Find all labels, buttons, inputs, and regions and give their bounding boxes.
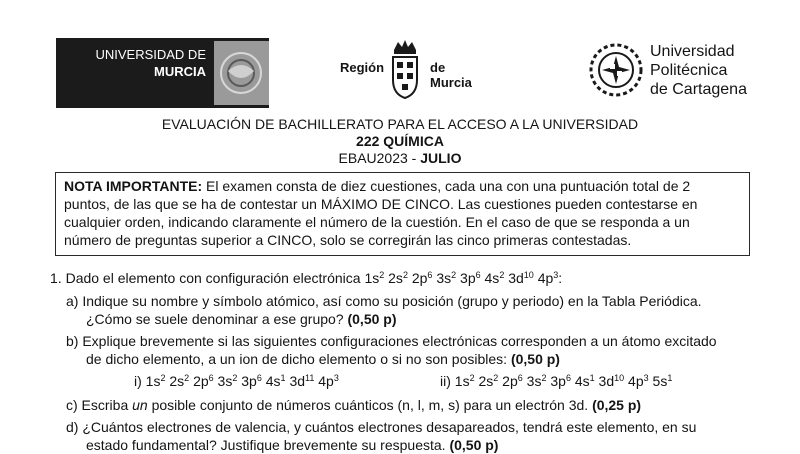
question-1d-points: (0,50 p)	[449, 437, 499, 453]
murcia-logo-right-text: de Murcia	[430, 60, 472, 90]
um-seal-icon	[214, 41, 269, 105]
question-number: 1.	[50, 270, 62, 286]
title-session-month: JULIO	[420, 150, 462, 166]
upct-line1: Universidad	[650, 43, 735, 60]
config-option-i: i) $1s^2$ $2s^2$ $2p^6$ $3s^2$ $3p^6$ $4s^1$ $3d^{11}$ $4p^3$	[134, 373, 339, 389]
question-1c-points: (0,25 p)	[592, 397, 642, 413]
question-1c: c) Escriba un posible conjunto de números cuánticos (n, l, m, s) para un electrón 3d. (0,25 p)	[66, 397, 642, 413]
note-line2: puntos, de las que se ha de contestar un MÁXIMO DE CINCO. Las cuestiones pueden contestarse en	[64, 196, 698, 212]
question-1d-line2: estado fundamental? Justifique brevemente su respuesta. (0,50 p)	[86, 437, 499, 453]
um-logo-line1: UNIVERSIDAD DE	[95, 47, 206, 62]
upct-logo	[588, 42, 758, 104]
murcia-crest-icon	[388, 38, 422, 102]
title-session-prefix: EBAU2023 -	[338, 150, 421, 166]
murcia-logo-left-text: Región	[340, 60, 385, 75]
note-label: NOTA IMPORTANTE:	[64, 178, 203, 194]
question-1b-points: (0,50 p)	[510, 351, 560, 367]
question-stem-text: Dado el elemento con configuración electrónica	[65, 270, 361, 286]
upct-emblem-icon	[588, 42, 644, 98]
region-murcia-logo	[340, 38, 485, 102]
config-option-ii: ii) $1s^2$ $2s^2$ $2p^6$ $3s^2$ $3p^6$ $4s^1$ $3d^{10}$ $4p^3$ $5s^1$	[440, 373, 673, 389]
universidad-murcia-logo	[56, 38, 269, 108]
upct-line3: de Cartagena	[650, 81, 747, 98]
question-1a-line1: a) Indique su nombre y símbolo atómico, así como su posición (grupo y periodo) en la Tabla Periódica.	[66, 293, 702, 309]
electron-configuration: $1s^2$ $2s^2$ $2p^6$ $3s^2$ $3p^6$ $4s^2$ $3d^{10}$ $4p^3$:	[364, 270, 563, 286]
note-line1: El examen consta de diez cuestiones, cada una con una puntuación total de 2	[202, 178, 691, 194]
question-1a-line2: ¿Cómo se suele denominar a ese grupo? (0,50 p)	[86, 311, 397, 327]
question-1d-line1: d) ¿Cuántos electrones de valencia, y cuántos electrones desapareados, tendrá este elemento, en su	[66, 419, 697, 435]
question-1b-line1: b) Explique brevemente si las siguientes configuraciones electrónicas corresponden a un átomo excitado	[66, 333, 717, 349]
note-line4: número de preguntas superior a CINCO, solo se corregirán las cinco primeras contestadas.	[64, 232, 632, 248]
upct-line2: Politécnica	[650, 62, 728, 79]
title-session	[0, 150, 800, 167]
question-1-stem	[50, 270, 562, 287]
exam-title	[0, 116, 800, 167]
note-line3: cualquier orden, indicando claramente el número de la cuestión. En el caso de que se responda a un	[64, 214, 690, 230]
title-subject: 222 QUÍMICA	[356, 133, 444, 149]
title-line1: EVALUACIÓN DE BACHILLERATO PARA EL ACCESO A LA UNIVERSIDAD	[161, 116, 639, 132]
question-1b-line2: de dicho elemento, a un ion de dicho elemento o si no son posibles: (0,50 p)	[86, 351, 560, 367]
question-1a-points: (0,50 p)	[347, 311, 397, 327]
um-logo-line2: MURCIA	[154, 64, 206, 79]
important-note-box	[55, 172, 750, 256]
